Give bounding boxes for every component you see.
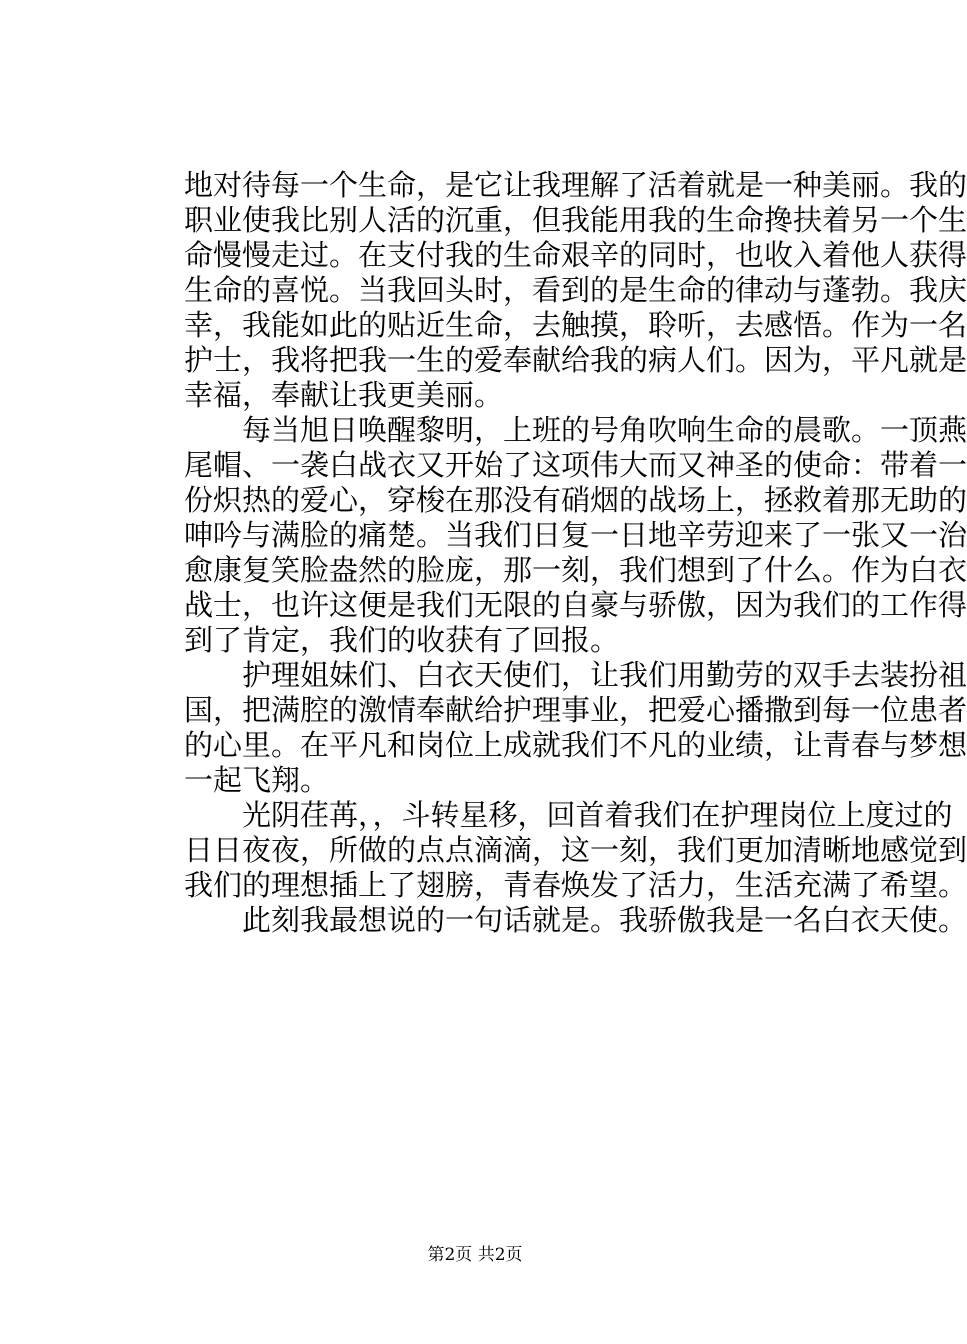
paragraph-sisters [184, 658, 967, 798]
text-line: 生命的喜悦。当我回头时，看到的是生命的律动与蓬勃。我庆 [184, 273, 967, 307]
text-line: 呻吟与满脸的痛楚。当我们日复一日地辛劳迎来了一张又一治 [184, 518, 967, 552]
text-line: 护理姐妹们、白衣天使们，让我们用勤劳的双手去装扮祖 [184, 658, 967, 692]
text-line: 职业使我比别人活的沉重，但我能用我的生命搀扶着另一个生 [184, 203, 967, 237]
text-line: 每当旭日唤醒黎明，上班的号角吹响生命的晨歌。一顶燕 [184, 413, 967, 447]
page-footer: 第2页 共2页 [427, 1245, 523, 1265]
text-line: 的心里。在平凡和岗位上成就我们不凡的业绩，让青春与梦想 [184, 728, 967, 762]
paragraph-dawn [184, 413, 967, 658]
text-line: 幸福，奉献让我更美丽。 [184, 378, 504, 412]
document-body [184, 168, 967, 938]
text-line: 战士，也许这便是我们无限的自豪与骄傲，因为我们的工作得 [184, 588, 967, 622]
text-line: 护士，我将把我一生的爱奉献给我的病人们。因为，平凡就是 [184, 343, 967, 377]
paragraph-life [184, 168, 967, 413]
text-line: 幸，我能如此的贴近生命，去触摸，聆听，去感悟。作为一名 [184, 308, 967, 342]
paragraph-closing [184, 903, 967, 938]
text-line: 国，把满腔的激情奉献给护理事业，把爱心播撒到每一位患者 [184, 693, 967, 727]
text-line: 光阴荏苒，，斗转星移，回首着我们在护理岗位上度过的 [184, 798, 953, 832]
text-line: 份炽热的爱心，穿梭在那没有硝烟的战场上，拯救着那无助的 [184, 483, 967, 517]
text-line: 命慢慢走过。在支付我的生命艰辛的同时，也收入着他人获得 [184, 238, 967, 272]
paragraph-time [184, 798, 967, 903]
text-line: 尾帽、一袭白战衣又开始了这项伟大而又神圣的使命：带着一 [184, 448, 967, 482]
text-line: 此刻我最想说的一句话就是。我骄傲我是一名白衣天使。 [184, 903, 967, 937]
text-line: 地对待每一个生命，是它让我理解了活着就是一种美丽。我的 [184, 168, 967, 202]
text-line: 到了肯定，我们的收获有了回报。 [184, 623, 620, 657]
text-line: 愈康复笑脸盎然的脸庞，那一刻，我们想到了什么。作为白衣 [184, 553, 967, 587]
text-line: 一起飞翔。 [184, 763, 330, 797]
text-line: 我们的理想插上了翅膀，青春焕发了活力，生活充满了希望。 [184, 868, 967, 902]
text-line: 日日夜夜，所做的点点滴滴，这一刻，我们更加清晰地感觉到 [184, 833, 967, 867]
